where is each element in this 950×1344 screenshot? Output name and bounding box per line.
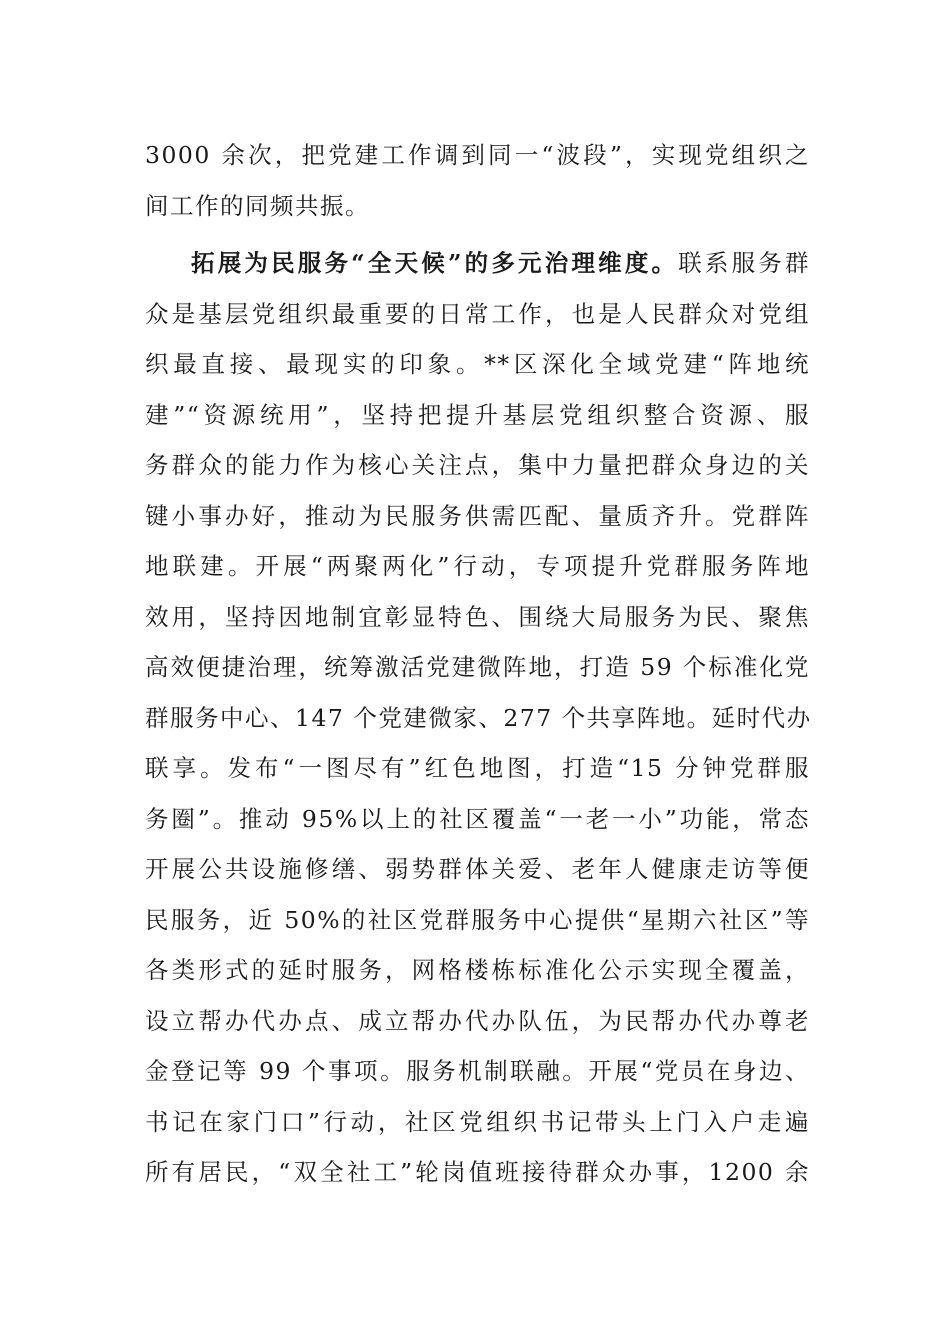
text-line: 设立帮办代办点、成立帮办代办队伍，为民帮办代办尊老 <box>145 1006 810 1035</box>
text-line: 高效便捷治理，统筹激活党建微阵地，打造 59 个标准化党 <box>145 653 810 681</box>
paragraph-1 <box>145 130 810 231</box>
paragraph-heading-continuation: 联系服务群 <box>678 249 810 277</box>
paragraph-first-line <box>145 238 810 289</box>
text-line: 织最直接、最现实的印象。**区深化全域党建“阵地统 <box>145 350 810 378</box>
text-line: 联享。发布“一图尽有”红色地图，打造“15 分钟党群服 <box>145 754 810 782</box>
text-line: 民服务，近 50%的社区党群服务中心提供“星期六社区”等 <box>145 905 810 934</box>
paragraph-gap <box>145 231 810 238</box>
paragraph-2 <box>145 238 810 1198</box>
paragraph-heading: 拓展为民服务“全天候”的多元治理维度。 <box>191 249 679 277</box>
document-body <box>145 130 810 1198</box>
text-line: 金登记等 99 个事项。服务机制联融。开展“党员在身边、 <box>145 1057 810 1085</box>
text-line: 地联建。开展“两聚两化”行动，专项提升党群服务阵地 <box>145 552 810 580</box>
text-line: 建”“资源统用”，坚持把提升基层党组织整合资源、服 <box>145 400 810 429</box>
text-line: 务群众的能力作为核心关注点，集中力量把群众身边的关 <box>145 451 810 479</box>
text-line: 所有居民，“双全社工”轮岗值班接待群众办事，1200 余 <box>145 1158 810 1186</box>
text-line: 众是基层党组织最重要的日常工作，也是人民群众对党组 <box>145 299 810 328</box>
text-line: 键小事办好，推动为民服务供需匹配、量质齐升。党群阵 <box>145 501 810 530</box>
text-line: 开展公共设施修缮、弱势群体关爱、老年人健康走访等便 <box>145 855 810 883</box>
text-line: 群服务中心、147 个党建微家、277 个共享阵地。延时代办 <box>145 703 812 732</box>
text-line: 务圈”。推动 95%以上的社区覆盖“一老一小”功能，常态 <box>145 804 810 833</box>
text-line: 间工作的同频共振。 <box>145 191 370 220</box>
text-line: 各类形式的延时服务，网格楼栋标准化公示实现全覆盖， <box>145 956 810 984</box>
text-line: 效用，坚持因地制宜彰显特色、围绕大局服务为民、聚焦 <box>145 602 810 631</box>
text-line: 3000 余次，把党建工作调到同一“波段”，实现党组织之 <box>145 141 810 169</box>
text-line: 书记在家门口”行动，社区党组织书记带头上门入户走遍 <box>145 1107 810 1136</box>
